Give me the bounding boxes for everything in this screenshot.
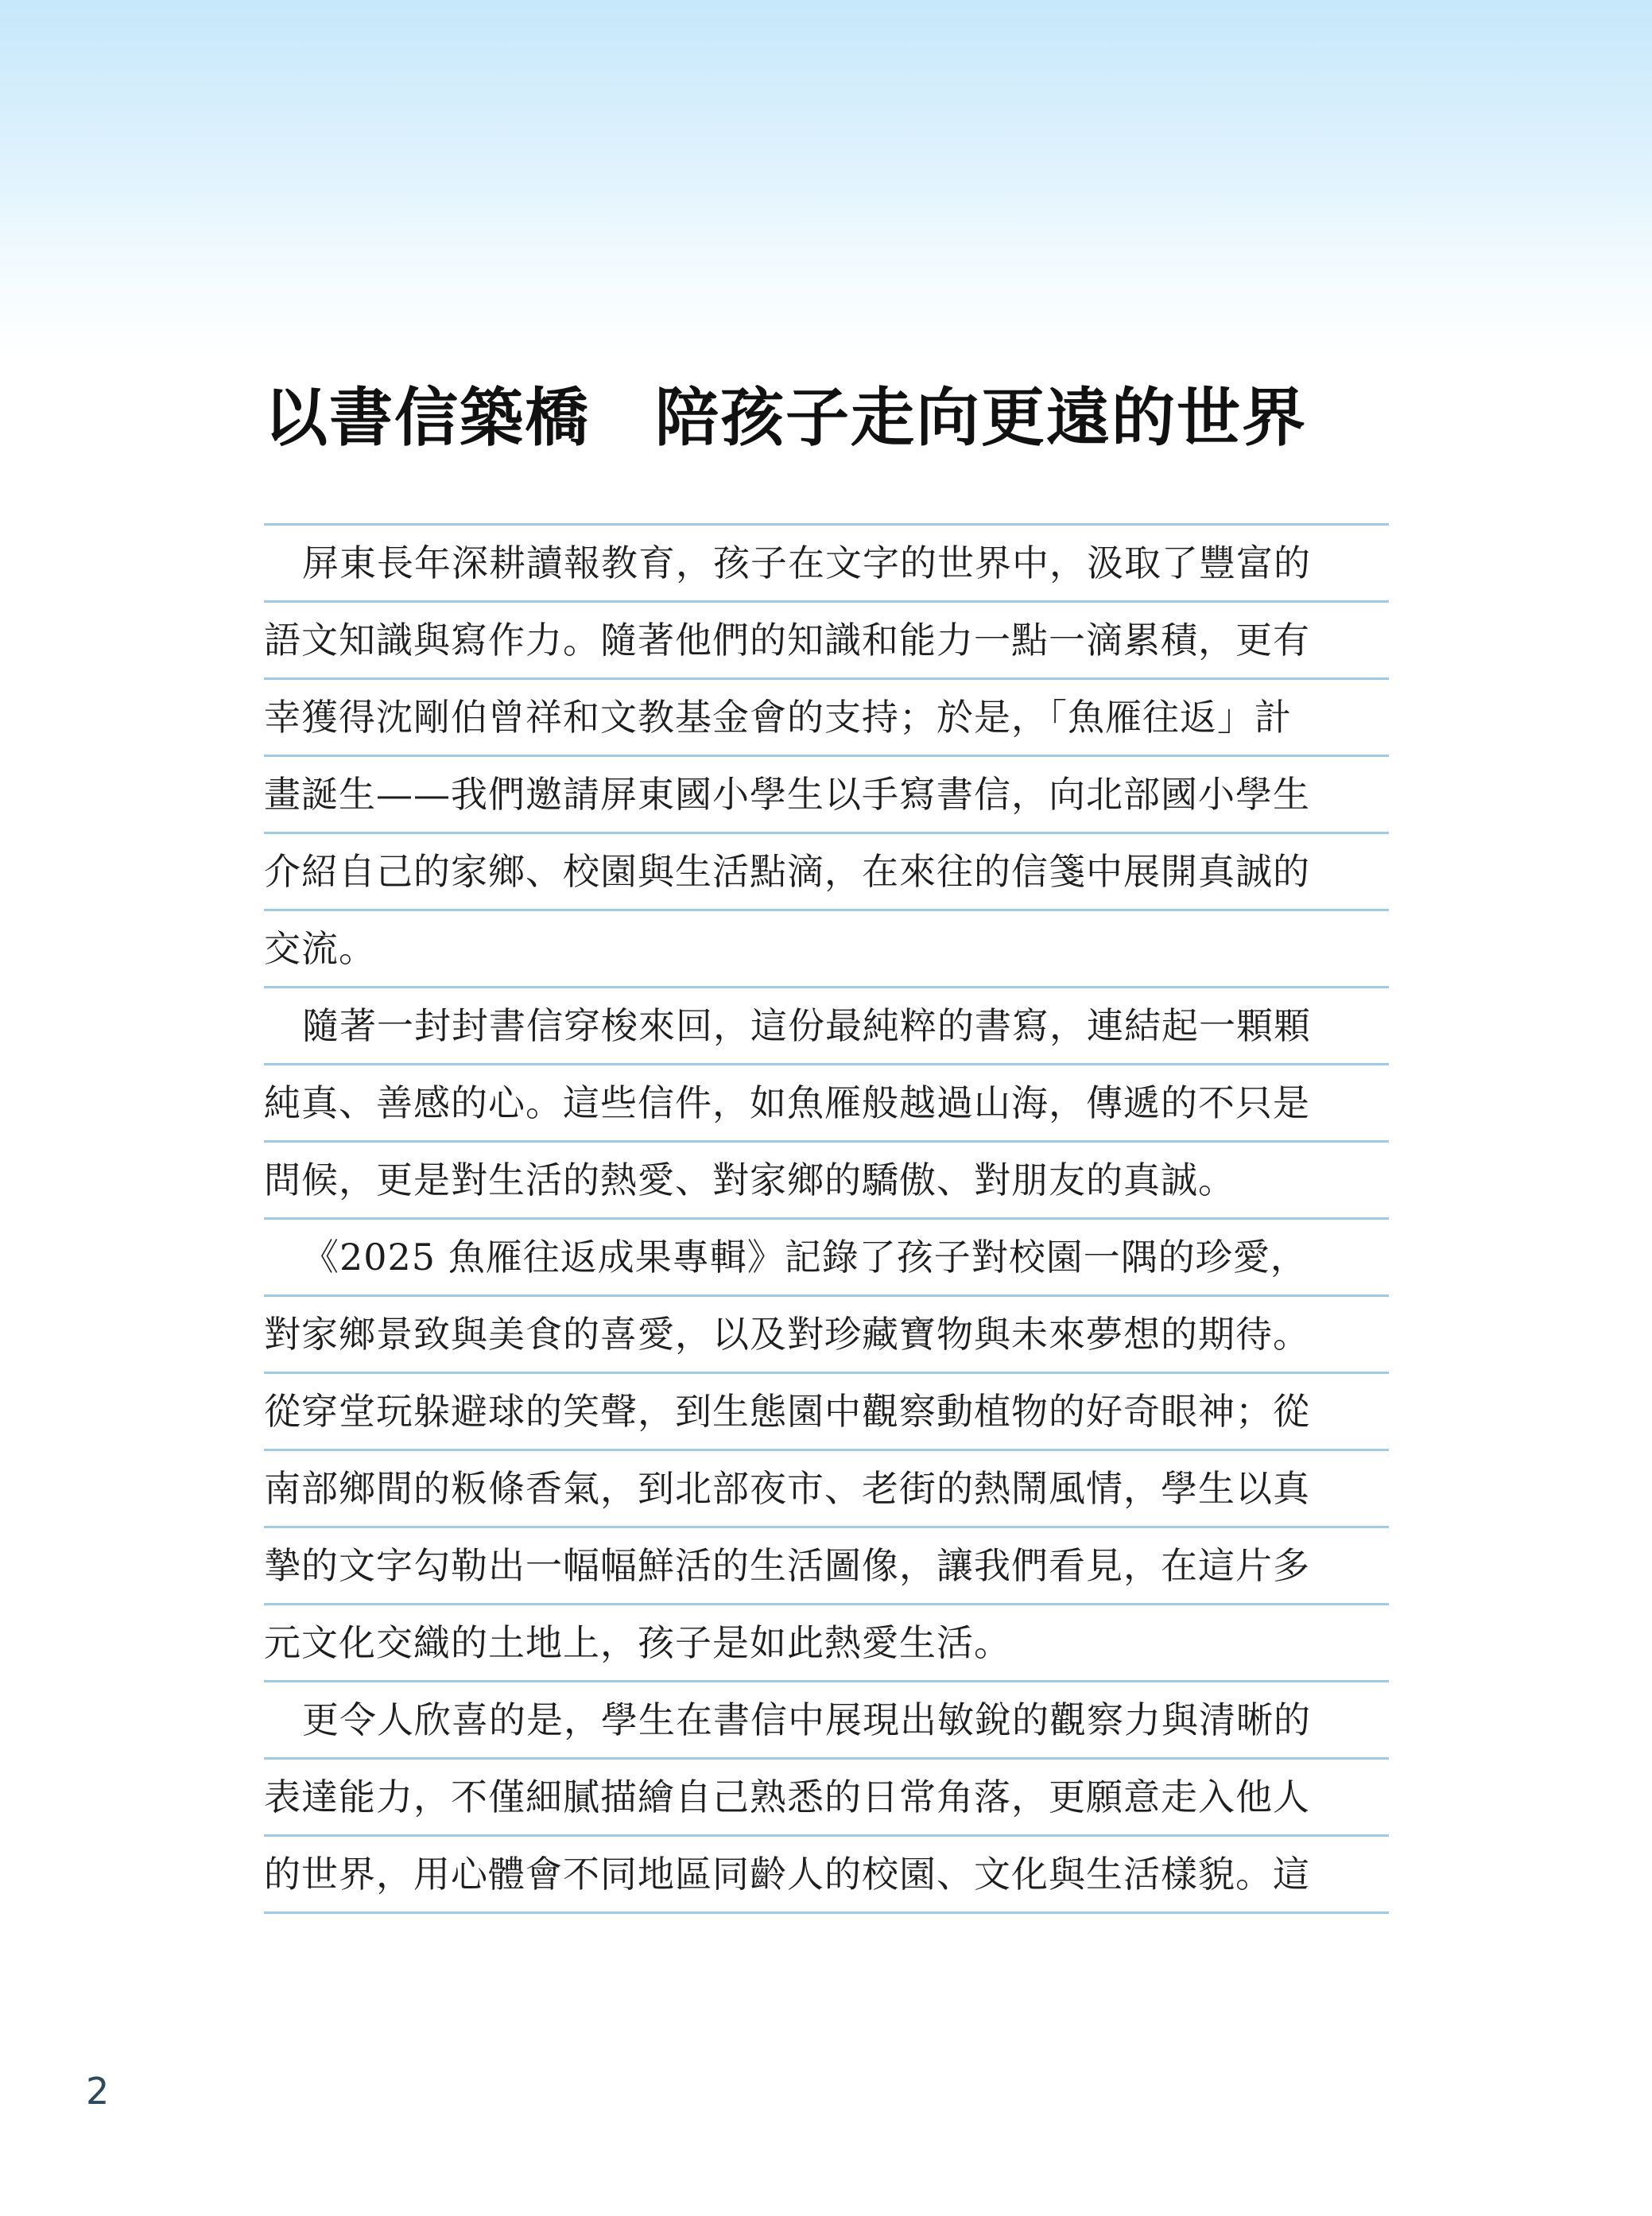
page-number: 2 bbox=[86, 2070, 110, 2113]
text-line: 介紹自己的家鄉、校園與生活點滴，在來往的信箋中展開真誠的 bbox=[264, 834, 1389, 911]
page-title: 以書信築橋 陪孩子走向更遠的世界 bbox=[264, 380, 1307, 455]
text-line: 元文化交織的土地上，孩子是如此熱愛生活。 bbox=[264, 1605, 1389, 1682]
text-line: 更令人欣喜的是，學生在書信中展現出敏銳的觀察力與清晰的 bbox=[264, 1682, 1389, 1760]
text-line: 表達能力，不僅細膩描繪自己熟悉的日常角落，更願意走入他人 bbox=[264, 1760, 1389, 1837]
header-gradient-band bbox=[0, 0, 1652, 358]
text-line: 的世界，用心體會不同地區同齡人的校園、文化與生活樣貌。這 bbox=[264, 1837, 1389, 1914]
text-line: 南部鄉間的粄條香氣，到北部夜市、老街的熱鬧風情，學生以真 bbox=[264, 1451, 1389, 1528]
text-line: 語文知識與寫作力。隨著他們的知識和能力一點一滴累積，更有 bbox=[264, 603, 1389, 680]
body-text-lined bbox=[264, 523, 1389, 1914]
text-line: 幸獲得沈剛伯曾祥和文教基金會的支持；於是，「魚雁往返」計 bbox=[264, 680, 1389, 757]
text-line: 問候，更是對生活的熱愛、對家鄉的驕傲、對朋友的真誠。 bbox=[264, 1143, 1389, 1220]
text-line: 畫誕生——我們邀請屏東國小學生以手寫書信，向北部國小學生 bbox=[264, 757, 1389, 834]
text-line: 隨著一封封書信穿梭來回，這份最純粹的書寫，連結起一顆顆 bbox=[264, 988, 1389, 1065]
text-line: 從穿堂玩躲避球的笑聲，到生態園中觀察動植物的好奇眼神；從 bbox=[264, 1374, 1389, 1451]
text-line: 屏東長年深耕讀報教育，孩子在文字的世界中，汲取了豐富的 bbox=[264, 526, 1389, 603]
text-line: 《2025 魚雁往返成果專輯》記錄了孩子對校園一隅的珍愛， bbox=[264, 1220, 1389, 1297]
text-line: 對家鄉景致與美食的喜愛，以及對珍藏寶物與未來夢想的期待。 bbox=[264, 1297, 1389, 1374]
text-line: 純真、善感的心。這些信件，如魚雁般越過山海，傳遞的不只是 bbox=[264, 1065, 1389, 1143]
text-line: 摯的文字勾勒出一幅幅鮮活的生活圖像，讓我們看見，在這片多 bbox=[264, 1528, 1389, 1605]
text-line: 交流。 bbox=[264, 911, 1389, 988]
